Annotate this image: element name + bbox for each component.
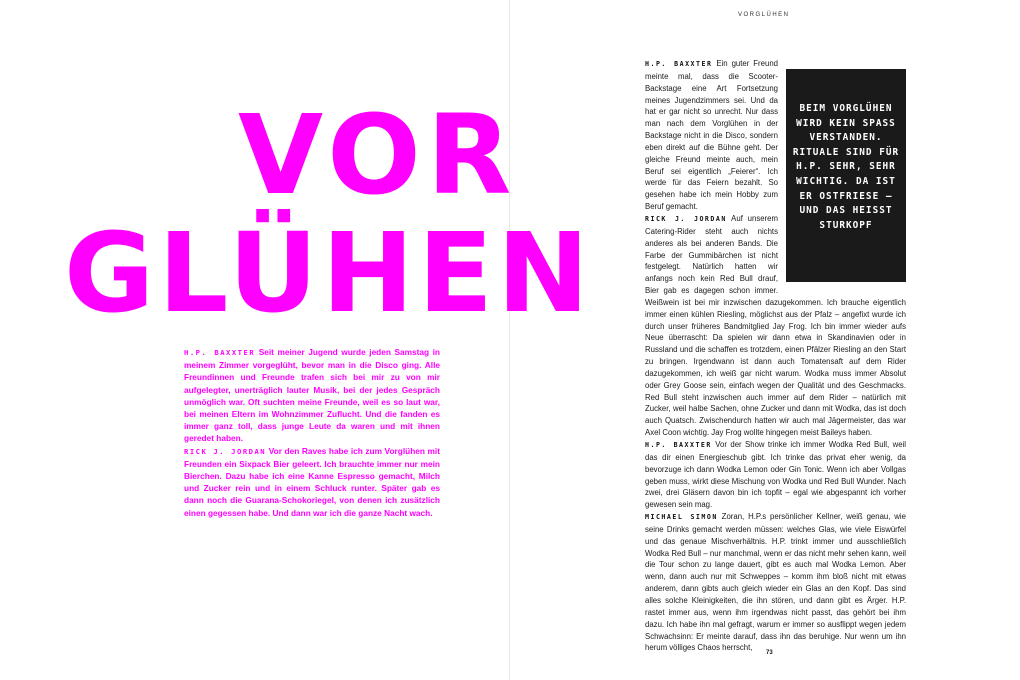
speaker-name: RICK J. JORDAN	[645, 214, 727, 223]
speaker-name: H.P. BAXXTER	[184, 348, 256, 357]
speaker-name: MICHAEL SIMON	[645, 513, 718, 522]
speaker-name: RICK J. JORDAN	[184, 446, 267, 456]
headline-line-1: VOR	[238, 91, 518, 219]
paragraph	[645, 439, 906, 511]
speaker-name: H.P. BAXXTER	[645, 60, 713, 68]
paragraph	[645, 511, 906, 654]
speaker-name: H.P. BAXXTER	[645, 441, 712, 449]
paragraph-text: Auf unserem Catering-Rider steht auch nichts anderes als bei anderen Bands. Die Farbe der Gummibärchen ist nicht festgelegt. Natürlich hatten wir anfangs noch kein Red Bull drauf, Bier gab es dagegen schon immer. Weißwein ist bei mir inzwischen dazugekommen. Ich brauche eigentlich immer einen kühlen Riesling, möglichst aus der Pfalz – angefixt wurde ich durch unser früheres Bandmitglied Jay Frog. Ich bin immer wieder aufs Neue überrascht: Da spielen wir dann etwa in Skandinavien oder in Russland und die schaffen es trotzdem, einen Pfälzer Riesling an den Start zu bringen. Irgendwann ist dann auch Tomatensaft auf dem Rider dazugekommen, ich weiß gar nicht warum. Wodka muss immer Absolut oder Grey Goose sein, einfach wegen der Qualität und des Geschmacks. Red Bull steht inzwischen auch immer auf dem Rider – natürlich mit Zucker, weil halbe Sachen, ohne Zucker und dann mit Wodka, das ist doch auch Quatsch. Zwischendurch hatten wir auch mal Jägermeister, das war Axel Coon wichtig. Jay Frog wollte hingegen meist Baileys haben.	[645, 213, 906, 438]
page-number: 73	[766, 650, 773, 656]
paragraph-text: Ein guter Freund meinte mal, dass die Scooter-Backstage eine Art Fortsetzung meines Jugendzimmers sei. Und da hat er gar nicht so unrecht. Nur dass man nach dem Vorglühen in der Backstage nicht in die Disco, sondern eben direkt auf die Bühne geht. Der gleiche Freund meinte auch, mein Beruf sei eigentlich „Feierer“. Ich werde für das Feiern bezahlt. So gesehen habe ich mein Hobby zum Beruf gemacht.	[645, 59, 778, 212]
paragraph	[184, 445, 440, 519]
running-head: VORGLÜHEN	[738, 12, 790, 18]
paragraph-text: Zoran, H.P.s persönlicher Kellner, weiß genau, wie seine Drinks gemacht werden müssen: welches Glas, wie viele Eiswürfel und das genaue Mischverhältnis. H.P. trinkt immer und ausschließlich Wodka Red Bull – nur manchmal, wenn er das nicht mehr sehen kann, weil die Tour schon zu lange dauert, gibt es auch mal Wodka Lemon. Aber wenn, dann auch nur mit Schweppes – komm ihm bloß nicht mit etwas anderem, dann gibts auch gleich wieder ein Glas an den Kopf. Das sind alles solche Kleinigkeiten, die ihn stören, und dann gibt es Ärger. H.P. rastet immer aus, wenn ihm irgendwas nicht passt, das gehört bei ihm dazu. Ich habe ihn mal gefragt, warum er immer so ausflippt wegen jedem Schwachsinn: Er meinte darauf, dass ihn das beruhige. Nur wenn um ihn herum völliges Chaos herrscht,	[645, 512, 906, 653]
headline-line-2: GLÜHEN	[64, 209, 594, 337]
pull-quote: BEIM VORGLÜHEN WIRD KEIN SPASS VERSTANDEN. RITUALE SIND FÜR H.P. SEHR, SEHR WICHTIG. DA IST ER OSTFRIESE – UND DAS HEISST STURKOPF	[786, 69, 906, 282]
paragraph-text: Vor der Show trinke ich immer Wodka Red Bull, weil das dir einen Energieschub gibt. Ich trinke das privat eher wenig, da bevorzuge ich dann Wodka Lemon oder Gin Tonic. Wenn ich aber Vollgas geben muss, wirkt diese Mischung von Wodka und Red Bull Wunder. Nach zwei, drei Gläsern davon bin ich topfit – egal wie abgespannt ich vorher gewesen sein mag.	[645, 440, 907, 510]
intro-column	[184, 346, 440, 519]
paragraph	[184, 346, 440, 445]
paragraph-text: Vor den Raves habe ich zum Vorglühen mit Freunden ein Sixpack Bier geleert. Ich brauchte immer nur mein Bierchen. Dazu habe ich eine Kanne Espresso gemacht, Milch und Zucker rein und in einem Schluck runter. Später gab es dann noch die Guarana-Schokoriegel, von denen ich zusätzlich einen gegessen habe. Und dann war ich die ganze Nacht wach.	[184, 445, 440, 518]
paragraph-text: Seit meiner Jugend wurde jeden Samstag in meinem Zimmer vorgeglüht, bevor man in die Disco ging. Alle Freundinnen und Freunde trafen sich bei mir zu von mir aufgelegter, unerträglich lauter Musik, bei der jedes Gespräch unmöglich war. Oft suchten meine Freunde, weil es so laut war, bei meinen Eltern im Wohnzimmer Zuflucht. Und die fanden es immer ganz toll, dass junge Leute da waren und mit ihnen geredet haben.	[184, 347, 440, 444]
